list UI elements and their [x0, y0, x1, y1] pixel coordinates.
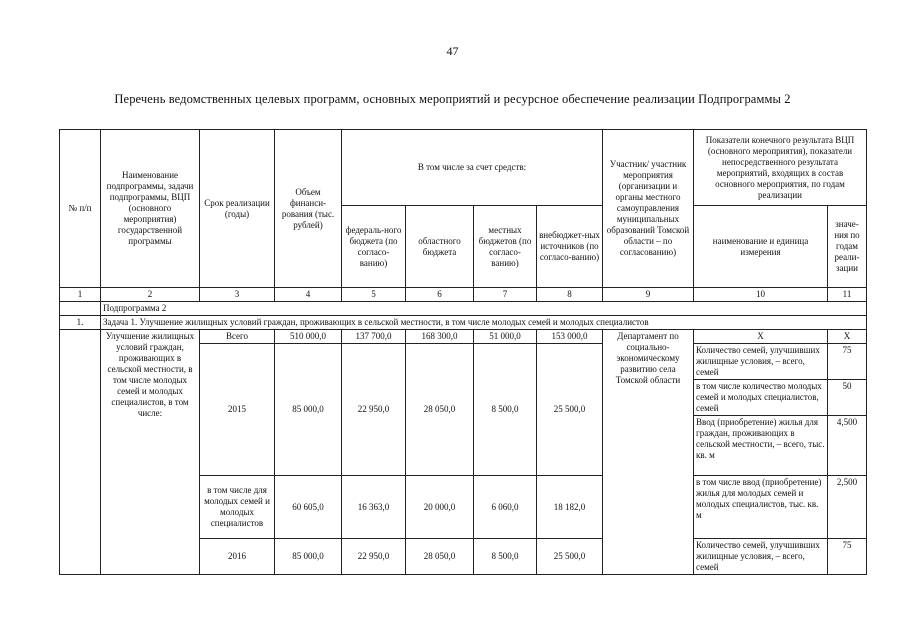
task-x-11: X — [828, 330, 867, 344]
header-row — [60, 130, 867, 206]
y2016-term: 2016 — [200, 539, 275, 575]
col-number: 10 — [694, 288, 828, 302]
y2015-extra: 25 500,0 — [537, 344, 603, 476]
header-federal: федераль-ного бюджета (по согласо-ванию) — [342, 206, 406, 288]
col-number: 1 — [60, 288, 101, 302]
activity-name: Улучшение жилищных условий граждан, проживающих в сельской местности, в том числе молодых семей и молодых специалистов, в том числе: — [101, 330, 200, 575]
header-local: местных бюджетов (по согласо-ванию) — [474, 206, 537, 288]
total-regional: 168 300,0 — [406, 330, 474, 344]
young-local: 6 060,0 — [474, 476, 537, 539]
total-extra: 153 000,0 — [537, 330, 603, 344]
header-extra: внебюджет-ных источников (по согласо-ванию) — [537, 206, 603, 288]
y2016-volume: 85 000,0 — [275, 539, 342, 575]
task-x-10: X — [694, 330, 828, 344]
header-indicators: Показатели конечного результата ВЦП (основного мероприятия), показатели непосредственного результата мероприятий, входящих в состав основного мероприятия, по годам реализации — [694, 130, 867, 206]
indicator-value: 2,500 — [828, 476, 867, 539]
header-participant: Участник/ участник мероприятия (организации и органы местного самоуправления муниципальных образований Томской области – по согласованию) — [603, 130, 694, 288]
header-ind-name: наименование и единица измерения — [694, 206, 828, 288]
y2015-term: 2015 — [200, 344, 275, 476]
young-federal: 16 363,0 — [342, 476, 406, 539]
total-volume: 510 000,0 — [275, 330, 342, 344]
header-name: Наименование подпрограммы, задачи подпрограммы, ВЦП (основного мероприятия) государственной программы — [101, 130, 200, 288]
y2015-regional: 28 050,0 — [406, 344, 474, 476]
column-numbers-row — [60, 288, 867, 302]
young-volume: 60 605,0 — [275, 476, 342, 539]
task-text: Задача 1. Улучшение жилищных условий граждан, проживающих в сельской местности, в том числе молодых семей и молодых специалистов — [101, 316, 867, 330]
col-number: 11 — [828, 288, 867, 302]
header-num: № п/п — [60, 130, 101, 288]
y2016-extra: 25 500,0 — [537, 539, 603, 575]
y2016-regional: 28 050,0 — [406, 539, 474, 575]
y2015-volume: 85 000,0 — [275, 344, 342, 476]
col-number: 2 — [101, 288, 200, 302]
header-regional: областного бюджета — [406, 206, 474, 288]
total-term: Всего — [200, 330, 275, 344]
y2016-local: 8 500,0 — [474, 539, 537, 575]
indicator-value: 50 — [828, 380, 867, 416]
y2015-federal: 22 950,0 — [342, 344, 406, 476]
young-term: в том числе для молодых семей и молодых специалистов — [200, 476, 275, 539]
col-number: 6 — [406, 288, 474, 302]
col-number: 8 — [537, 288, 603, 302]
activity-participant: Департамент по социально-экономическому развитию села Томской области — [603, 330, 694, 575]
indicator-name: Количество семей, улучшивших жилищные условия, – всего, семей — [694, 539, 828, 575]
header-ind-value: значе-ния по годам реали-зации — [828, 206, 867, 288]
subprogram-label: Подпрограмма 2 — [101, 302, 867, 316]
indicator-name: в том числе количество молодых семей и молодых специалистов, семей — [694, 380, 828, 416]
page-number: 47 — [446, 44, 459, 58]
y2015-local: 8 500,0 — [474, 344, 537, 476]
indicator-name: Ввод (приобретение) жилья для граждан, проживающих в сельской местности, – всего, тыс. кв. м — [694, 416, 828, 476]
col-number: 7 — [474, 288, 537, 302]
total-row — [60, 330, 867, 344]
indicator-value: 75 — [828, 344, 867, 380]
subprogram-row — [60, 302, 867, 316]
col-number: 9 — [603, 288, 694, 302]
resource-table — [59, 129, 867, 575]
y2016-federal: 22 950,0 — [342, 539, 406, 575]
header-incl: В том числе за счет средств: — [342, 130, 603, 206]
document-title: Перечень ведомственных целевых программ, основных мероприятий и ресурсное обеспечение реализации Подпрограммы 2 — [114, 92, 791, 106]
col-number: 3 — [200, 288, 275, 302]
young-extra: 18 182,0 — [537, 476, 603, 539]
subprogram-num — [60, 302, 101, 316]
col-number: 4 — [275, 288, 342, 302]
task-row — [60, 316, 867, 330]
total-federal: 137 700,0 — [342, 330, 406, 344]
indicator-value: 4,500 — [828, 416, 867, 476]
header-volume: Объем финанси-рования (тыс. рублей) — [275, 130, 342, 288]
indicator-name: в том числе ввод (приобретение) жилья для молодых семей и молодых специалистов, тыс. кв. м — [694, 476, 828, 539]
total-local: 51 000,0 — [474, 330, 537, 344]
activity-num — [60, 330, 101, 575]
young-regional: 20 000,0 — [406, 476, 474, 539]
indicator-name: Количество семей, улучшивших жилищные условия, – всего, семей — [694, 344, 828, 380]
col-number: 5 — [342, 288, 406, 302]
indicator-value: 75 — [828, 539, 867, 575]
task-num: 1. — [60, 316, 101, 330]
header-term: Срок реализации (годы) — [200, 130, 275, 288]
